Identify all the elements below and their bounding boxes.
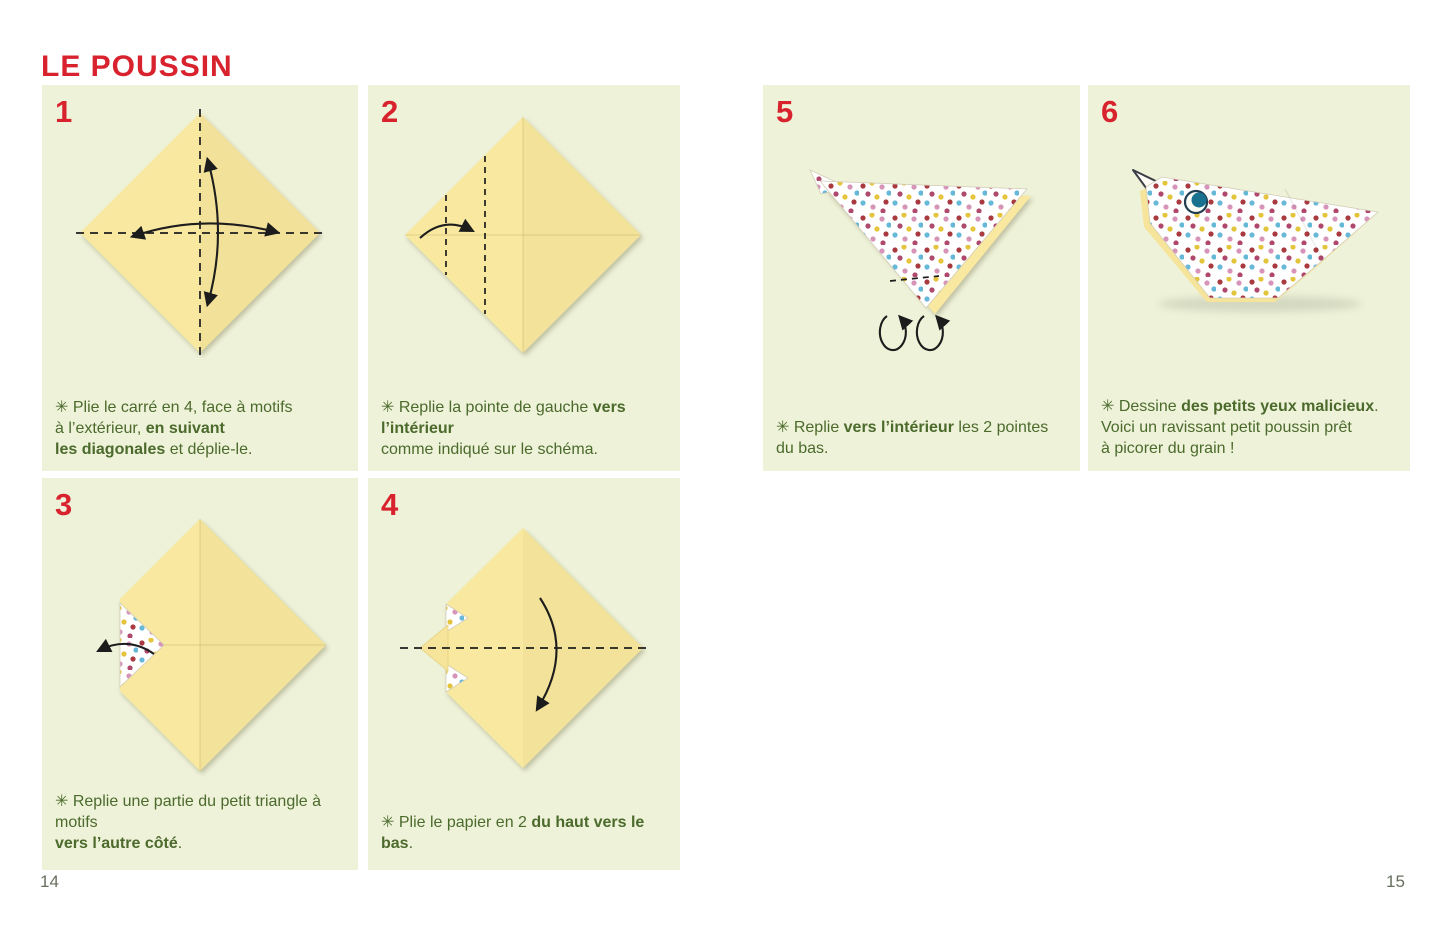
caption-text-bold: vers l’intérieur [381,399,626,437]
caption-text: ✳ Replie une partie du petit triangle à motifs [55,793,322,831]
caption-text: à picorer du grain ! [1101,440,1235,457]
caption-text-bold: vers l’intérieur [843,419,954,436]
page-number-left: 14 [40,872,59,891]
step-caption-5 [776,417,1072,459]
page-number-right: 15 [1386,872,1405,891]
pattern-triangle-body [820,181,1027,308]
step-number-5: 5 [776,94,794,129]
tuck-loop-arrow-left [880,316,906,350]
step-panel-3 [42,478,358,870]
caption-text: et déplie-le. [165,441,253,458]
caption-text: ✳ Plie le carré en 4, face à motifs [55,399,293,416]
step-caption-1 [55,397,350,460]
page-title: LE POUSSIN [41,50,233,84]
origami-diagram-step-5 [763,85,1080,395]
caption-text-bold: les diagonales [55,441,166,458]
chick-body-pattern [1146,177,1378,298]
caption-text: . [408,835,414,852]
caption-text: à l’extérieur, [55,420,146,437]
caption-text: ✳ Replie la pointe de gauche [381,399,593,416]
tuck-loop-arrow-right [917,316,943,350]
chick-eye-pupil [1192,193,1207,208]
caption-text: comme indiqué sur le schéma. [381,441,598,458]
step-number-6: 6 [1101,94,1119,129]
caption-text: les 2 pointes [953,419,1049,436]
caption-text: Voici un ravissant petit poussin prêt [1101,419,1352,436]
step-panel-2 [368,85,680,471]
step-caption-3 [55,791,350,854]
step-panel-5 [763,85,1080,471]
origami-diagram-step-2 [368,85,680,395]
step-number-4: 4 [381,487,399,522]
origami-diagram-step-6 [1088,85,1410,395]
step-panel-1 [42,85,358,471]
caption-text: du bas. [776,440,829,457]
step-caption-6 [1101,396,1402,459]
origami-diagram-step-4 [368,478,680,808]
caption-text-bold: en suivant [145,420,225,437]
caption-text: . [1374,398,1379,415]
step-caption-4 [381,812,672,854]
step-number-3: 3 [55,487,73,522]
caption-text-bold: des petits yeux malicieux [1181,398,1375,415]
caption-text-bold: vers l’autre côté [55,835,178,852]
step-number-2: 2 [381,94,399,129]
step-panel-4 [368,478,680,870]
origami-diagram-step-1 [42,85,358,395]
caption-text: ✳ Plie le papier en 2 [381,814,532,831]
step-caption-2 [381,397,672,460]
caption-text: ✳ Dessine [1101,398,1182,415]
step-panel-6 [1088,85,1410,471]
caption-text: . [177,835,183,852]
caption-text-bold: du haut vers le bas [381,814,645,852]
origami-diagram-step-3 [42,478,358,808]
caption-text: ✳ Replie [776,419,844,436]
step-number-1: 1 [55,94,73,129]
